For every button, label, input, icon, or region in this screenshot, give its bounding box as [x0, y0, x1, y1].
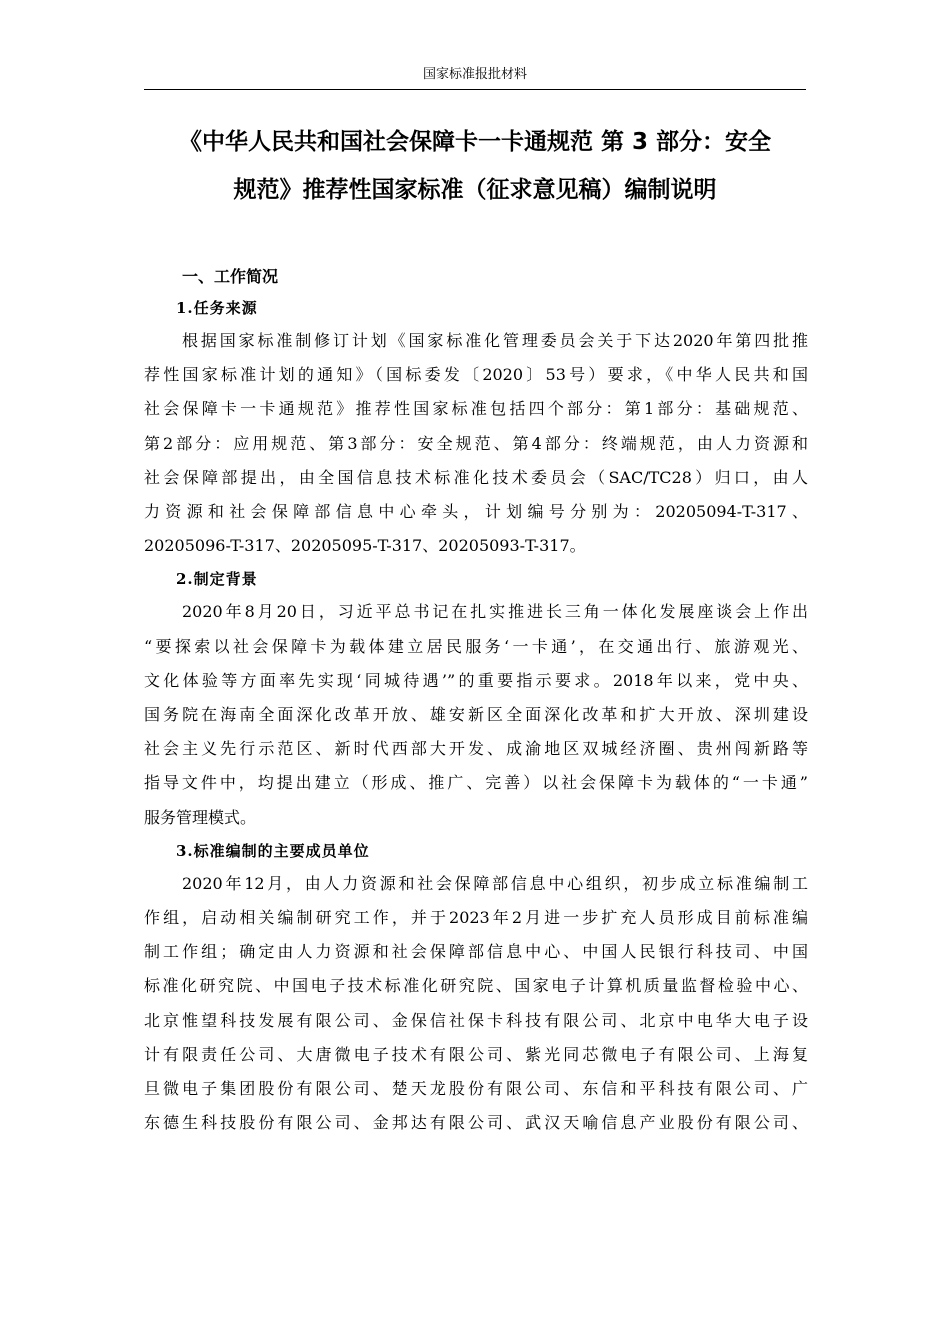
paragraph-member-units [144, 867, 808, 1141]
paragraph-line: 东德生科技股份有限公司、金邦达有限公司、武汉天喻信息产业股份有限公司、 [144, 1113, 808, 1133]
document-title [144, 118, 806, 214]
paragraph-line: 作组，启动相关编制研究工作，并于2023年2月进一步扩充人员形成目前标准编 [144, 908, 808, 928]
paragraph-background [144, 595, 808, 834]
document-body [144, 262, 808, 1140]
paragraph-line: 荐性国家标准计划的通知》（国标委发〔2020〕53号）要求，《中华人民共和国 [144, 365, 808, 385]
paragraph-line: 文化体验等方面率先实现‘同城待遇’”的重要指示要求。2018年以来，党中央、 [144, 670, 808, 690]
subheading-task-source: 1.任务来源 [176, 299, 258, 317]
section-heading-work-overview: 一、工作简况 [182, 267, 279, 286]
subheading-member-units: 3.标准编制的主要成员单位 [176, 841, 370, 860]
paragraph-line: 旦微电子集团股份有限公司、楚天龙股份有限公司、东信和平科技有限公司、广 [144, 1079, 808, 1099]
paragraph-line: 北京惟望科技发展有限公司、金保信社保卡科技有限公司、北京中电华大电子设 [144, 1010, 808, 1030]
paragraph-line: 国务院在海南全面深化改革开放、雄安新区全面深化改革和扩大开放、深圳建设 [144, 705, 808, 725]
document-title-line-1: 《中华人民共和国社会保障卡一卡通规范 第 3 部分：安全 [178, 129, 772, 155]
paragraph-line: 制工作组；确定由人力资源和社会保障部信息中心、中国人民银行科技司、中国 [144, 942, 808, 962]
paragraph-line: “要探索以社会保障卡为载体建立居民服务‘一卡通’，在交通出行、旅游观光、 [144, 636, 808, 656]
paragraph-line: 标准化研究院、中国电子技术标准化研究院、国家电子计算机质量监督检验中心、 [144, 976, 808, 996]
paragraph-line: 社会保障卡一卡通规范》推荐性国家标准包括四个部分：第1部分：基础规范、 [144, 399, 808, 419]
paragraph-line: 计有限责任公司、大唐微电子技术有限公司、紫光同芯微电子有限公司、上海复 [144, 1044, 808, 1064]
paragraph-line: 服务管理模式。 [144, 807, 257, 827]
paragraph-line: 2020年12月，由人力资源和社会保障部信息中心组织，初步成立标准编制工 [182, 873, 808, 893]
paragraph-line: 社会保障部提出，由全国信息技术标准化技术委员会（SAC/TC28）归口，由人 [144, 467, 808, 487]
paragraph-line: 第2部分：应用规范、第3部分：安全规范、第4部分：终端规范，由人力资源和 [144, 433, 808, 453]
paragraph-line: 2020年8月20日，习近平总书记在扎实推进长三角一体化发展座谈会上作出 [182, 602, 808, 622]
paragraph-line: 指导文件中，均提出建立（形成、推广、完善）以社会保障卡为载体的“一卡通” [144, 773, 808, 793]
page-header [144, 64, 806, 90]
document-title-line-2: 规范》推荐性国家标准（征求意见稿）编制说明 [233, 177, 717, 203]
page-header-text: 国家标准报批材料 [422, 67, 527, 82]
subheading-background: 2.制定背景 [176, 570, 258, 589]
paragraph-line: 根据国家标准制修订计划《国家标准化管理委员会关于下达2020年第四批推 [182, 331, 808, 350]
paragraph-task-source [144, 324, 808, 563]
paragraph-line: 力资源和社会保障部信息中心牵头，计划编号分别为：20205094-T-317、 [144, 502, 808, 522]
paragraph-line: 20205096-T-317、20205095-T-317、20205093-T-317。 [144, 536, 586, 556]
paragraph-line: 社会主义先行示范区、新时代西部大开发、成渝地区双城经济圈、贵州闯新路等 [144, 739, 808, 759]
